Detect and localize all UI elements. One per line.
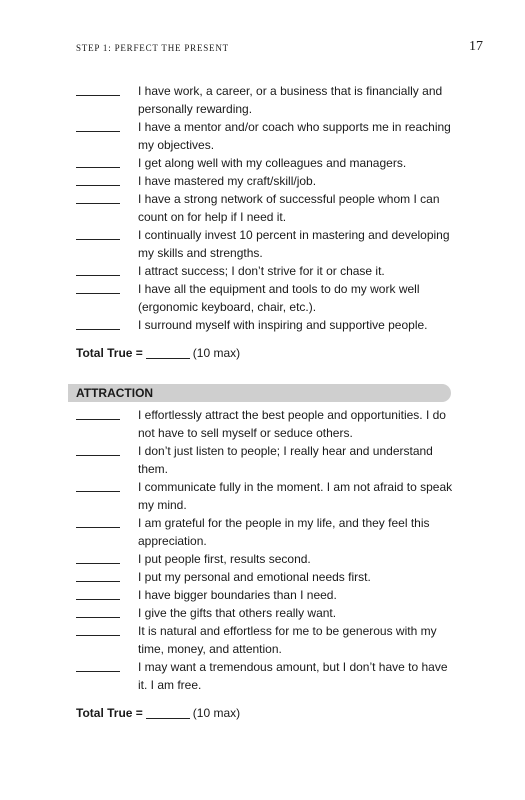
item-text: I have mastered my craft/skill/job. xyxy=(138,174,317,188)
answer-blank xyxy=(76,185,120,186)
total-label: Total True = xyxy=(76,346,143,360)
answer-blank xyxy=(76,329,120,330)
list-item xyxy=(76,406,454,442)
answer-blank xyxy=(76,581,120,582)
item-text: I communicate fully in the moment. I am not afraid to speak my mind. xyxy=(138,480,453,512)
attraction-checklist xyxy=(76,406,454,694)
item-text: I put my personal and emotional needs first. xyxy=(138,570,371,584)
list-item xyxy=(76,514,454,550)
item-text: I attract success; I don’t strive for it or chase it. xyxy=(138,264,385,278)
item-text: I put people first, results second. xyxy=(138,552,311,566)
list-item xyxy=(76,550,454,568)
item-text: I don’t just listen to people; I really hear and understand them. xyxy=(138,444,433,476)
list-item xyxy=(76,190,454,226)
section-title: ATTRACTION xyxy=(76,386,154,400)
answer-blank xyxy=(76,95,120,96)
list-item xyxy=(76,442,454,478)
item-text: I am grateful for the people in my life, and they feel this appreciation. xyxy=(138,516,430,548)
answer-blank xyxy=(76,203,120,204)
answer-blank xyxy=(76,617,120,618)
answer-blank xyxy=(76,491,120,492)
list-item xyxy=(76,172,454,190)
answer-blank xyxy=(76,671,120,672)
item-text: I get along well with my colleagues and managers. xyxy=(138,156,407,170)
page-number: 17 xyxy=(469,39,483,54)
answer-blank xyxy=(76,599,120,600)
answer-blank xyxy=(76,293,120,294)
list-item xyxy=(76,226,454,262)
running-head: STEP 1: PERFECT THE PRESENT xyxy=(76,43,229,53)
item-text: It is natural and effortless for me to be generous with my time, money, and attention. xyxy=(138,624,437,656)
item-text: I have all the equipment and tools to do my work well (ergonomic keyboard, chair, etc.). xyxy=(138,282,420,314)
list-item xyxy=(76,622,454,658)
list-item xyxy=(76,658,454,694)
total-blank xyxy=(146,718,190,719)
answer-blank xyxy=(76,419,120,420)
list-item xyxy=(76,82,454,118)
list-item xyxy=(76,154,454,172)
answer-blank xyxy=(76,131,120,132)
item-text: I continually invest 10 percent in mastering and developing my skills and strengths. xyxy=(138,228,450,260)
item-text: I have work, a career, or a business that is financially and personally rewarding. xyxy=(138,84,443,116)
answer-blank xyxy=(76,239,120,240)
item-text: I have bigger boundaries than I need. xyxy=(138,588,337,602)
list-item xyxy=(76,316,454,334)
total-max: (10 max) xyxy=(192,706,241,720)
total-blank xyxy=(146,358,190,359)
total-label: Total True = xyxy=(76,706,143,720)
list-item xyxy=(76,586,454,604)
item-text: I give the gifts that others really want. xyxy=(138,606,337,620)
answer-blank xyxy=(76,563,120,564)
list-item xyxy=(76,262,454,280)
list-item xyxy=(76,478,454,514)
answer-blank xyxy=(76,527,120,528)
item-text: I have a mentor and/or coach who supports me in reaching my objectives. xyxy=(138,120,451,152)
answer-blank xyxy=(76,167,120,168)
list-item xyxy=(76,118,454,154)
list-item xyxy=(76,568,454,586)
attraction-total xyxy=(76,704,240,722)
item-text: I may want a tremendous amount, but I don’t have to have it. I am free. xyxy=(138,660,448,692)
answer-blank xyxy=(76,635,120,636)
answer-blank xyxy=(76,455,120,456)
total-max: (10 max) xyxy=(192,346,241,360)
work-checklist xyxy=(76,82,454,334)
item-text: I effortlessly attract the best people and opportunities. I do not have to sell myself or seduce others. xyxy=(138,408,446,440)
list-item xyxy=(76,604,454,622)
list-item xyxy=(76,280,454,316)
section-header-attraction xyxy=(68,384,451,402)
work-total xyxy=(76,344,240,362)
item-text: I surround myself with inspiring and supportive people. xyxy=(138,318,428,332)
answer-blank xyxy=(76,275,120,276)
item-text: I have a strong network of successful people whom I can count on for help if I need it. xyxy=(138,192,440,224)
